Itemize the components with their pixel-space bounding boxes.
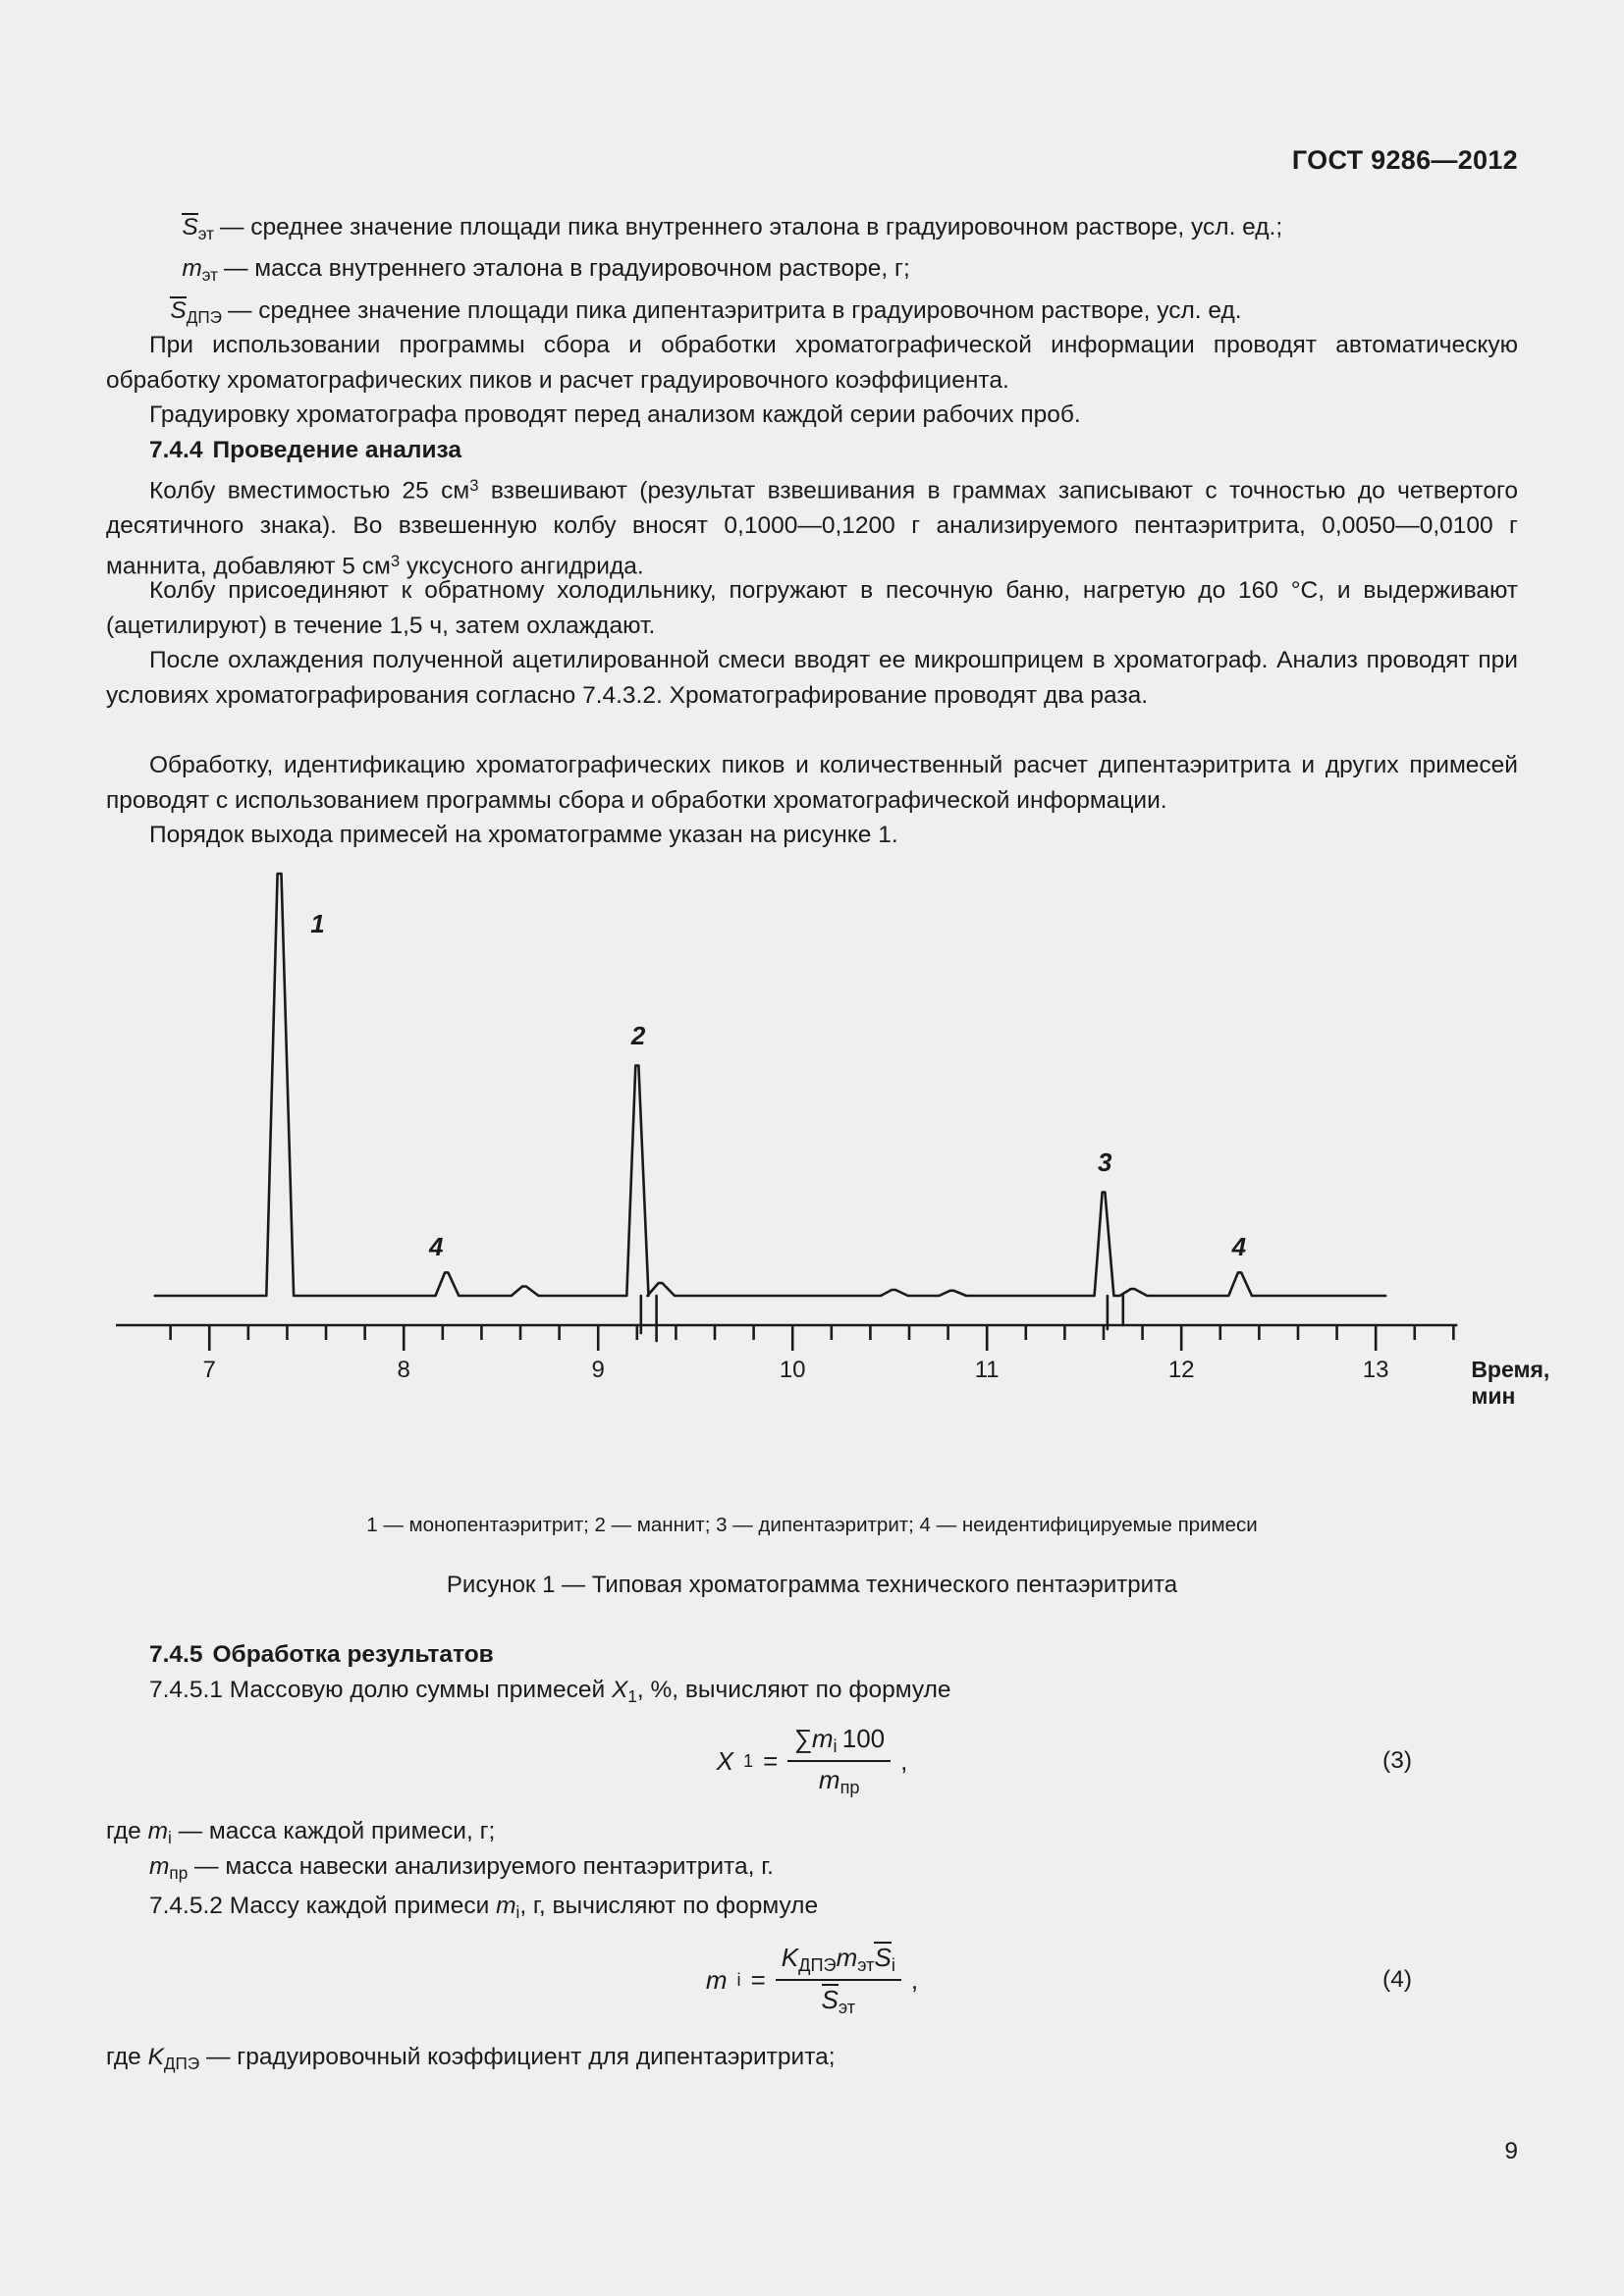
heading-number: 7.4.5 [149, 1641, 203, 1668]
formula-3 [717, 1724, 908, 1797]
x-axis-tick-label: 13 [1362, 1357, 1389, 1383]
chromatogram-x-axis [116, 1325, 1457, 1351]
figure-legend-text: 1 — монопентаэритрит; 2 — маннит; 3 — дипентаэритрит; 4 — неидентифицируемые примеси [366, 1514, 1258, 1536]
text-fragment: — масса каждой примеси, г; [171, 1818, 496, 1844]
paragraph-automatic-processing: При использовании программы сбора и обработки хроматографической информации проводят автоматическую обработку хроматографических пиков и расчет градуировочного коэффициента. [106, 332, 1518, 394]
superscript-cubic: 3 [469, 476, 479, 495]
superscript-cubic: 3 [390, 551, 401, 570]
heading-7-4-5 [106, 1637, 1518, 1673]
paragraph-microsyringe-injection: После охлаждения полученной ацетилированной смеси вводят ее микрошприцем в хроматограф. Анализ проводят при условиях хроматографирования согласно 7.4.3.2. Хроматографирование проводят два раза. [106, 647, 1518, 709]
figure-caption [0, 1572, 1624, 1599]
heading-title: Проведение анализа [212, 437, 462, 463]
symbol-s-mean-et: $S_{эт}$ [182, 214, 214, 243]
numerator-m: m [836, 1943, 858, 1973]
formula-3-lhs-subscript: 1 [742, 1750, 754, 1771]
formula-3-comma: , [900, 1745, 908, 1776]
paragraph-reflux-condenser: Колбу присоединяют к обратному холодильнику, погружают в песочную баню, нагретую до 160 °C, и выдерживают (ацетилируют) в течение 1,5 ч, затем охлаждают. [106, 577, 1518, 639]
numerator-s-mean: S [874, 1943, 892, 1973]
peak-label-4a: 4 [428, 1231, 444, 1261]
text-fragment: уксусного ангидрида. [400, 553, 644, 580]
running-header-standard-number: ГОСТ 9286—2012 [1291, 145, 1518, 175]
text-fragment: 7.4.5.1 Массовую долю суммы примесей [149, 1677, 612, 1703]
paragraph-impurity-order: Порядок выхода примесей на хроматограмме указан на рисунке 1. [149, 822, 898, 848]
x-axis-tick-label: 9 [591, 1357, 605, 1383]
variable-x-subscript: 1 [627, 1685, 637, 1706]
variable-m: m [149, 1853, 170, 1880]
numerator-k-subscript: ДПЭ [798, 1955, 837, 1976]
formula-3-number: (3) [1382, 1747, 1412, 1774]
numerator-k: K [781, 1943, 799, 1973]
symbol-definitions-list [106, 210, 1518, 335]
text-fragment: — масса навески анализируемого пентаэритрита, г. [188, 1853, 774, 1880]
formula-3-fraction [787, 1724, 891, 1797]
variable-k: K [147, 2044, 164, 2070]
peak-label-2: 2 [630, 1020, 646, 1050]
peak-label-1: 1 [310, 908, 325, 938]
symbol-s-mean-dpe: $S_{ДПЭ}$ [170, 296, 222, 327]
page-number: 9 [1504, 2138, 1518, 2164]
numerator-s-subscript: i [891, 1955, 895, 1976]
where-line-m-pr [149, 1849, 1518, 1891]
paragraph-peak-identification: Обработку, идентификацию хроматографических пиков и количественный расчет дипентаэритрита и других примесей проводят с использованием программы сбора и обработки хроматографической информации. [106, 752, 1518, 814]
formula-3-lhs: X [716, 1745, 733, 1776]
figure-caption-text: Рисунок 1 — Типовая хроматограмма технического пентаэритрита [446, 1572, 1178, 1598]
formula-3-numerator [787, 1724, 891, 1761]
equals-sign: = [750, 1964, 766, 1995]
denominator-s-mean: S [821, 1984, 839, 2014]
text-fragment: 7.4.5.2 Массу каждой примеси [149, 1893, 497, 1919]
where-line-k-dpe [106, 2040, 1518, 2081]
figure-legend [0, 1512, 1624, 1539]
text-fragment: , г, вычисляют по формуле [519, 1893, 819, 1919]
variable-m: m [496, 1893, 516, 1919]
variable-m-subscript: i [168, 1827, 172, 1847]
formula-3-row [106, 1720, 1518, 1802]
denominator-subscript: пр [839, 1777, 860, 1797]
formula-4-fraction [776, 1942, 901, 2017]
definition-item [106, 251, 1518, 293]
variable-k-subscript: ДПЭ [163, 2053, 200, 2073]
text-fragment: — градуировочный коэффициент для дипентаэритрита; [199, 2044, 836, 2070]
definition-text: — среднее значение площади пика дипентаэритрита в градуировочном растворе, усл. ед. [228, 296, 1242, 324]
chromatogram-trace-path [155, 874, 1385, 1296]
numerator-hundred: 100 [841, 1724, 886, 1754]
variable-x: X [611, 1677, 628, 1703]
formula-4-row [106, 1936, 1518, 2024]
variable-m: m [147, 1818, 168, 1844]
paragraph-calibration-before-series: Градуировку хроматографа проводят перед анализом каждой серии рабочих проб. [149, 401, 1081, 428]
figure-1-chromatogram [106, 864, 1550, 1414]
denominator-s-subscript: эт [838, 1997, 856, 2017]
formula-4 [706, 1942, 918, 2017]
x-axis-tick-label: 11 [974, 1357, 1000, 1383]
definition-text: — масса внутреннего эталона в градуировочном растворе, г; [224, 255, 910, 283]
heading-number: 7.4.4 [149, 437, 203, 463]
definition-text: — среднее значение площади пика внутреннего эталона в градуировочном растворе, усл. ед.; [220, 214, 1283, 240]
formula-4-number: (4) [1382, 1966, 1412, 1993]
peak-label-3: 3 [1098, 1147, 1112, 1177]
symbol-m-et: $m_{эт}$ [182, 255, 218, 286]
text-fragment: , %, вычисляют по формуле [636, 1677, 951, 1703]
formula-4-lhs-subscript: i [736, 1969, 741, 1990]
variable-m-subscript: i [515, 1901, 520, 1922]
paragraph-7-4-5-2 [106, 1889, 1518, 1930]
x-axis-title: Время, мин [1471, 1357, 1550, 1409]
text-fragment: где [106, 1818, 148, 1844]
equals-sign: = [763, 1745, 779, 1776]
x-axis-tick-label: 7 [202, 1357, 216, 1383]
formula-4-denominator [816, 1981, 862, 2018]
numerator-subscript: i [833, 1736, 838, 1757]
formula-4-comma: , [910, 1964, 919, 1995]
peak-label-4b: 4 [1231, 1231, 1247, 1261]
paragraph-7-4-5-1 [106, 1673, 1518, 1714]
variable-m-subscript: пр [169, 1862, 189, 1883]
text-fragment: взвешивают (результат взвешивания в граммах записывают с точностью до четвертого десятичного знака). Во взвешенную колбу вносят 0,1000—0,1200 г анализируемого пентаэритрита, 0,0050—0,0100 г маннита, добавляют 5 см [106, 477, 1518, 580]
x-axis-tick-label: 8 [397, 1357, 410, 1383]
text-fragment: Колбу вместимостью 25 см [149, 477, 470, 505]
formula-4-numerator [776, 1942, 901, 1980]
chart-plot-area [106, 864, 1550, 1414]
paragraph-flask-procedure [106, 468, 1518, 584]
heading-title: Обработка результатов [212, 1641, 494, 1668]
denominator-m: m [818, 1764, 840, 1794]
heading-7-4-4 [106, 433, 1518, 468]
chromatogram-trace [155, 874, 1385, 1341]
chromatogram-svg [106, 864, 1518, 1414]
x-axis-tick-label: 12 [1167, 1357, 1195, 1383]
numerator-m-subscript: эт [857, 1955, 875, 1976]
x-axis-tick-label: 10 [779, 1357, 806, 1383]
numerator-sum-m: ∑m [793, 1724, 834, 1754]
formula-3-denominator [813, 1762, 866, 1798]
definition-item [106, 210, 1518, 251]
formula-4-lhs: m [705, 1964, 728, 1995]
text-fragment: где [106, 2044, 148, 2070]
